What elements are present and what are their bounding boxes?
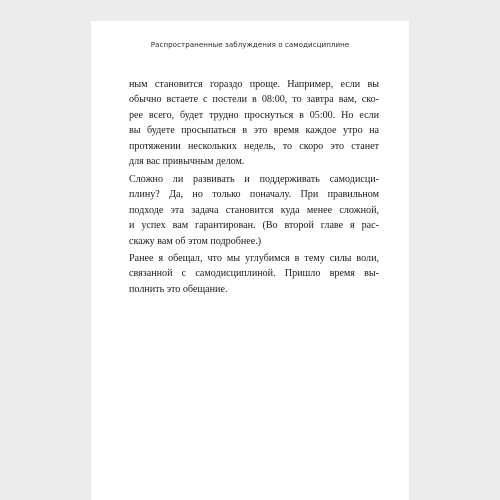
text-line: и успех вам гарантирован. (Во второй главе я рас- [129, 220, 379, 232]
text-line: для вас привычным делом. [129, 156, 245, 168]
book-page [91, 21, 409, 500]
text-line: Сложно ли развивать и поддерживать самодисци- [129, 174, 379, 185]
running-header: Распространенные заблуждения о самодисциплине [150, 40, 350, 49]
text-line: подходе эта задача становится куда менее сложной, [129, 204, 379, 216]
text-line: вы будете просыпаться в это время каждое утро на [129, 125, 379, 137]
paragraph-1 [129, 77, 379, 169]
text-line: полнить это обещание. [129, 283, 228, 295]
text-line: плину? Да, но только поначалу. При правильном [129, 189, 379, 201]
text-line: Ранее я обещал, что мы углубимся в тему силы воли, [129, 253, 379, 264]
text-line: скажу вам об этом подробнее.) [129, 235, 262, 247]
text-line: протяжении нескольких недель, то скоро это станет [129, 140, 379, 152]
paragraph-3 [129, 251, 379, 297]
text-line: связанной с самодисциплиной. Пришло время вы- [129, 268, 379, 280]
text-line: рее всего, будет трудно проснуться в 05:00. Но если [129, 109, 379, 121]
paragraph-2 [129, 172, 379, 249]
text-line: ным становится гораздо проще. Например, если вы [129, 79, 379, 90]
text-line: обычно встаете с постели в 08:00, то завтра вам, ско- [129, 94, 379, 106]
